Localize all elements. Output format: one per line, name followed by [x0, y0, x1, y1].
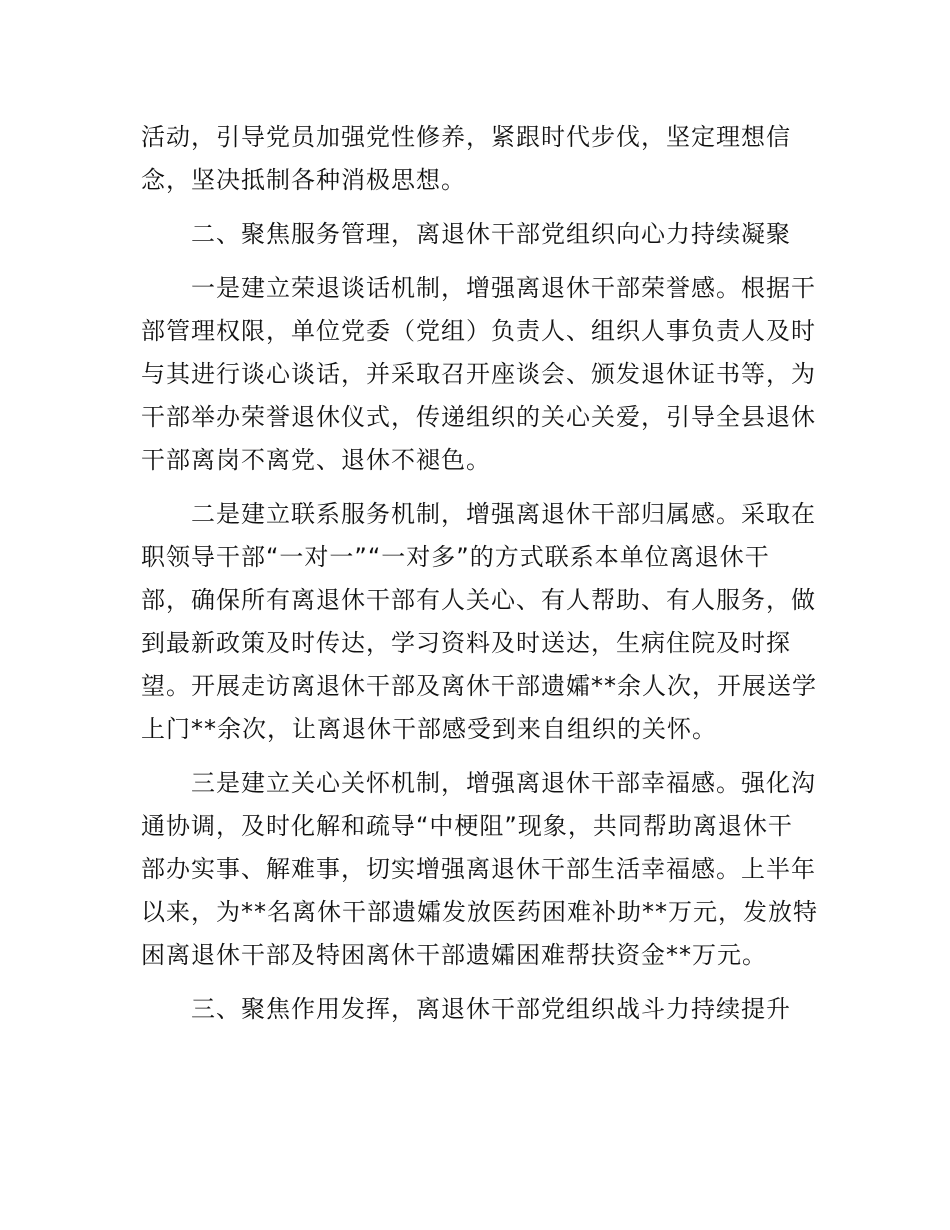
- paragraph-line: 望。开展走访离退休干部及离休干部遗孀**余人次，开展送学: [141, 672, 817, 700]
- paragraph-line: 干部举办荣誉退休仪式，传递组织的关心关爱，引导全县退休: [141, 403, 816, 431]
- paragraph-line: 到最新政策及时传达，学习资料及时送达，生病住院及时探: [141, 629, 791, 657]
- paragraph-line: 二是建立联系服务机制，增强离退休干部归属感。采取在: [141, 500, 816, 528]
- paragraph-line: 念，坚决抵制各种消极思想。: [141, 166, 466, 194]
- section-heading: 二、聚焦服务管理，离退休干部党组织向心力持续凝聚: [141, 220, 791, 248]
- paragraph-line: 一是建立荣退谈话机制，增强离退休干部荣誉感。根据干: [141, 274, 816, 302]
- paragraph-gap: [141, 977, 811, 988]
- section-heading: 三、聚焦作用发挥，离退休干部党组织战斗力持续提升: [141, 995, 791, 1023]
- paragraph-line: 与其进行谈心谈话，并采取召开座谈会、颁发退休证书等，为: [141, 360, 816, 388]
- paragraph-gap: [141, 751, 811, 762]
- paragraph-line: 活动，引导党员加强党性修养，紧跟时代步伐，坚定理想信: [141, 123, 791, 151]
- paragraph-gap: [141, 482, 811, 493]
- paragraph-line: 部管理权限，单位党委（党组）负责人、组织人事负责人及时: [141, 317, 816, 345]
- paragraph-line: 三是建立关心关怀机制，增强离退休干部幸福感。强化沟: [141, 769, 816, 797]
- document-body: [141, 116, 818, 1031]
- paragraph-line: 困离退休干部及特困离休干部遗孀困难帮扶资金**万元。: [141, 941, 767, 969]
- paragraph-line: 部办实事、解难事，切实增强离退休干部生活幸福感。上半年: [141, 855, 816, 883]
- paragraph-gap: [141, 256, 811, 267]
- paragraph-line: 干部离岗不离党、退休不褪色。: [141, 446, 491, 474]
- paragraph-line: 部，确保所有离退休干部有人关心、有人帮助、有人服务，做: [141, 586, 816, 614]
- paragraph-line: 职领导干部“一对一”“一对多”的方式联系本单位离退休干: [141, 543, 770, 571]
- paragraph-line: 通协调，及时化解和疏导“中梗阻”现象，共同帮助离退休干: [141, 812, 793, 840]
- paragraph-gap: [141, 202, 811, 213]
- paragraph-line: 以来，为**名离休干部遗孀发放医药困难补助**万元，发放特: [141, 898, 818, 926]
- paragraph-line: 上门**余次，让离退休干部感受到来自组织的关怀。: [141, 715, 717, 743]
